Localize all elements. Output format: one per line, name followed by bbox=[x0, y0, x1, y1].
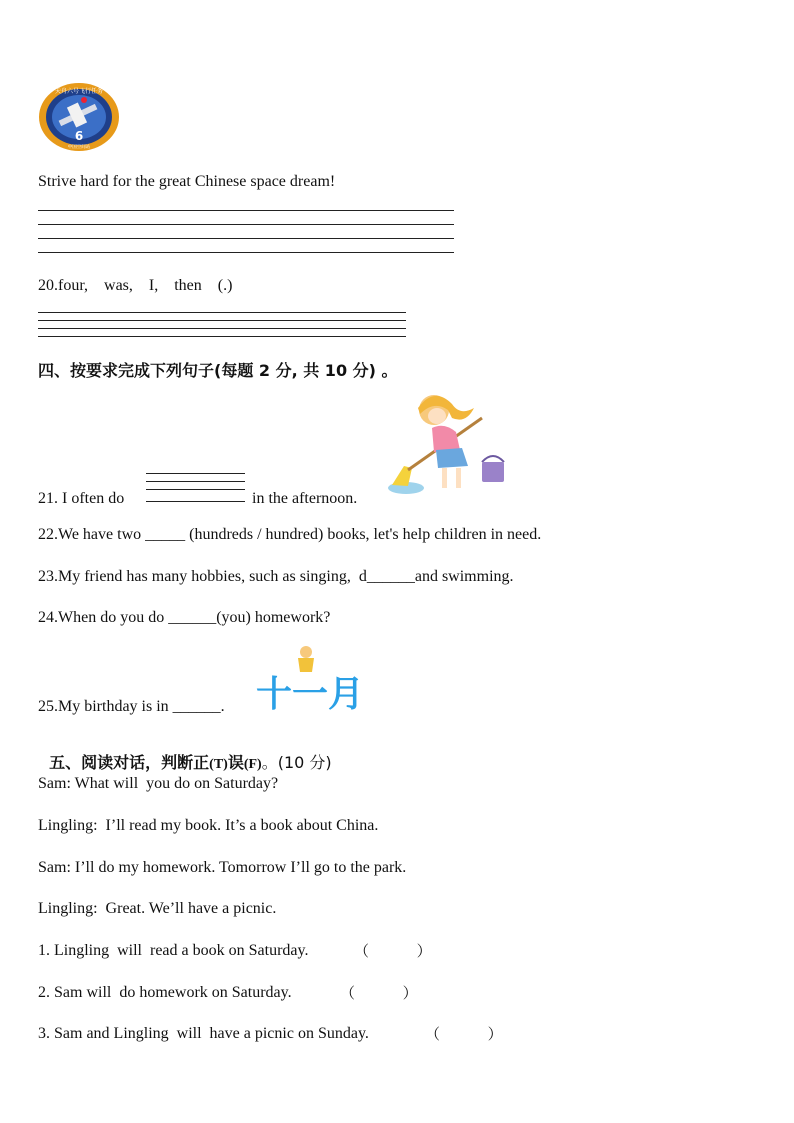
question-23: 23.My friend has many hobbies, such as singing, d______and swimming. bbox=[38, 568, 514, 585]
question-21-after: in the afternoon. bbox=[252, 490, 358, 507]
november-image bbox=[255, 642, 365, 715]
dialogue-line-3: Sam: I’ll do my homework. Tomorrow I’ll go to the park. bbox=[38, 859, 407, 876]
tf-question-3: 3. Sam and Lingling will have a picnic on Sunday. bbox=[38, 1025, 369, 1042]
mission-logo bbox=[38, 82, 120, 152]
section-5-title-c: 。(10 分) bbox=[261, 753, 332, 772]
section-5-title-t: (T) bbox=[209, 757, 228, 772]
logo-subtext: 中国空间站 bbox=[67, 145, 91, 150]
question-25: 25.My birthday is in ______. bbox=[38, 698, 225, 715]
space-dream-sentence: Strive hard for the great Chinese space dream! bbox=[38, 173, 336, 190]
dialogue-line-1: Sam: What will you do on Saturday? bbox=[38, 775, 279, 792]
tf-question-2: 2. Sam will do homework on Saturday. bbox=[38, 984, 292, 1001]
tf-question-1: 1. Lingling will read a book on Saturday. bbox=[38, 942, 309, 959]
tf-answer-3[interactable]: （ ） bbox=[425, 1025, 503, 1043]
logo-text: 天舟六号飞行任务 bbox=[54, 88, 104, 95]
question-24: 24.When do you do ______(you) homework? bbox=[38, 609, 331, 626]
question-20: 20.four, was, I, then (.) bbox=[38, 277, 233, 294]
section-5-title-a: 五、阅读对话，判断正 bbox=[49, 753, 210, 772]
dialogue-line-2: Lingling: I’ll read my book. It’s a book about China. bbox=[38, 817, 379, 834]
question-21-before: 21. I often do bbox=[38, 490, 125, 507]
girl-mopping-illustration bbox=[382, 388, 512, 503]
tf-answer-1[interactable]: （ ） bbox=[354, 942, 432, 960]
section-5-title-b: 误 bbox=[227, 753, 244, 772]
logo-numeral: 6 bbox=[74, 129, 84, 143]
dialogue-line-4: Lingling: Great. We’ll have a picnic. bbox=[38, 900, 277, 917]
question-22: 22.We have two _____ (hundreds / hundred) books, let's help children in need. bbox=[38, 526, 542, 543]
tf-answer-2[interactable]: （ ） bbox=[340, 984, 418, 1002]
november-image-text: 十一月 bbox=[255, 674, 365, 715]
section-4-title: 四、按要求完成下列句子(每题 2 分, 共 10 分) 。 bbox=[38, 361, 398, 380]
section-5-title-f: (F) bbox=[243, 757, 262, 772]
section-5-title bbox=[38, 731, 332, 773]
